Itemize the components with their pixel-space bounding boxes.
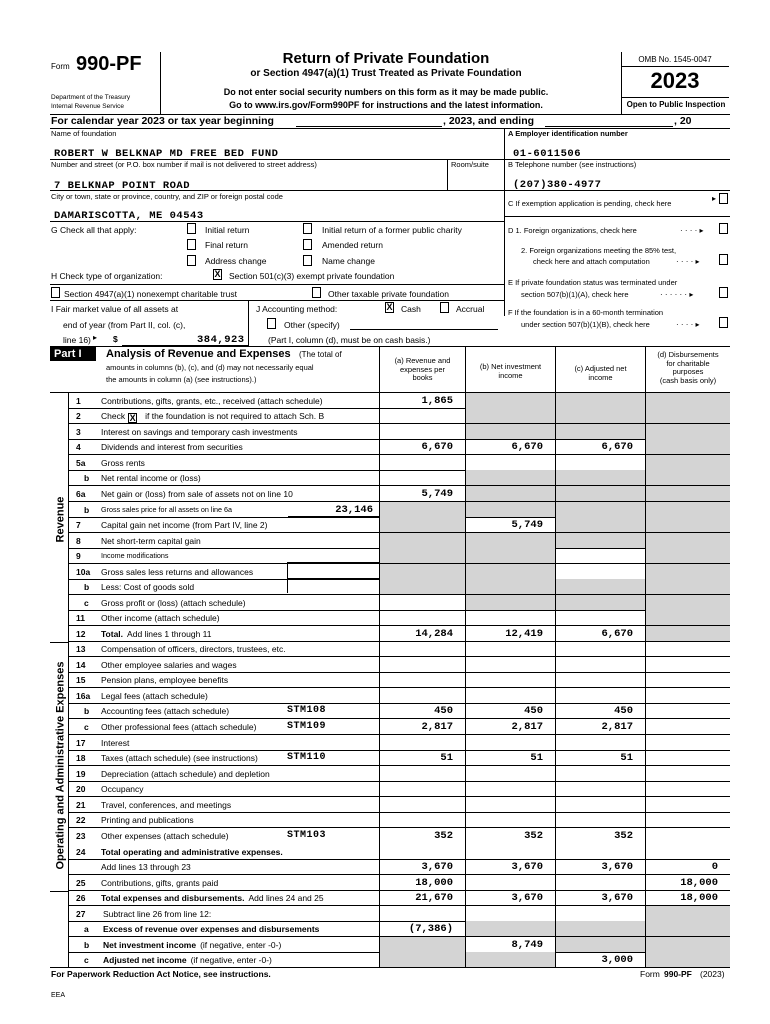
calendar-label: For calendar year 2023 or tax year beginning (51, 115, 274, 127)
shaded-cell (646, 533, 730, 549)
h-opt-501c3: Section 501(c)(3) exempt private foundation (229, 271, 395, 281)
g-address-change-checkbox[interactable] (187, 255, 196, 266)
sch-b-checkbox[interactable]: X (129, 413, 136, 423)
form-subtitle: or Section 4947(a)(1) Trust Treated as Private Foundation (250, 68, 522, 79)
line-description: Gross profit or (loss) (attach schedule) (101, 598, 246, 608)
j-accrual-label: Accrual (456, 304, 485, 314)
g-amended-checkbox[interactable] (303, 239, 312, 250)
line-description: Dividends and interest from securities (101, 442, 243, 452)
line-number: 25 (76, 878, 86, 888)
g-initial-former-checkbox[interactable] (303, 223, 312, 234)
shaded-cell (556, 595, 645, 611)
fmv-value[interactable]: 384,923 (197, 334, 245, 346)
shaded-cell (556, 579, 645, 595)
line-value-col-a[interactable]: 450 (434, 705, 453, 717)
line-number: 9 (76, 551, 81, 561)
ein-label: A Employer identification number (508, 129, 628, 138)
line-value-col-b[interactable]: 12,419 (505, 628, 543, 640)
shaded-cell (466, 486, 555, 502)
line-number: b (84, 582, 90, 592)
e-label-1: E If private foundation status was terminated under (508, 278, 678, 287)
j-label: J Accounting method: (256, 304, 338, 314)
line-description: Income modifications (101, 551, 169, 560)
line-description: Gross sales price for all assets on line 6a (101, 505, 233, 514)
line-value-col-b[interactable]: 51 (530, 752, 543, 764)
line-value-col-a[interactable]: 1,865 (421, 395, 453, 407)
line-value-col-b[interactable]: 3,670 (511, 861, 543, 873)
i-label-2: end of year (from Part II, col. (c), (63, 320, 186, 330)
g-initial-return-checkbox[interactable] (187, 223, 196, 234)
j-other-checkbox[interactable] (267, 318, 276, 329)
line-number: a (84, 924, 89, 934)
c-label: C If exemption application is pending, check here (508, 199, 672, 208)
line-value-col-d[interactable]: 18,000 (680, 877, 718, 889)
part1-desc-1: amounts in columns (b), (c), and (d) may not necessarily equal (106, 363, 314, 372)
line-value-col-c[interactable]: 2,817 (601, 721, 633, 733)
line-value-col-b[interactable]: 8,749 (511, 939, 543, 951)
line-description: Other employee salaries and wages (101, 660, 237, 670)
line-number: 7 (76, 520, 81, 530)
line-value-col-a[interactable]: (7,386) (408, 923, 453, 935)
line-number: c (84, 955, 89, 965)
line-number: b (84, 706, 90, 716)
line-description: Adjusted net income (if negative, enter -0-) (103, 955, 272, 965)
line-description: Total. Add lines 1 through 11 (101, 629, 212, 639)
line-description: Add lines 13 through 23 (101, 862, 191, 872)
line-description: Contributions, gifts, grants, etc., received (attach schedule) (101, 396, 323, 406)
h-opt-4947: Section 4947(a)(1) nonexempt charitable trust (64, 289, 237, 299)
line-number: 20 (76, 784, 86, 794)
phone-value[interactable]: (207)380-4977 (513, 179, 602, 191)
tax-year: 2023 (650, 68, 700, 93)
line-description: Less: Cost of goods sold (101, 582, 195, 592)
shaded-cell (466, 579, 555, 595)
line-value-col-b[interactable]: 5,749 (511, 519, 543, 531)
line-number: c (84, 722, 89, 732)
shaded-cell (466, 595, 555, 611)
line-value-col-b[interactable]: 6,670 (511, 441, 543, 453)
line-value-col-a[interactable]: 21,670 (415, 892, 453, 904)
line-value-col-a[interactable]: 51 (440, 752, 453, 764)
part1-tag: Part I (50, 347, 96, 361)
d2-checkbox[interactable] (719, 254, 728, 265)
shaded-cell (380, 502, 465, 518)
line-number: 16a (76, 691, 91, 701)
line-description: Capital gain net income (from Part IV, line 2) (101, 520, 268, 530)
line-description: Other income (attach schedule) (101, 613, 220, 623)
line-number: 12 (76, 629, 86, 639)
line-value-col-a[interactable]: 3,670 (421, 861, 453, 873)
notice-url: Go to www.irs.gov/Form990PF for instructions and the latest information. (229, 100, 543, 110)
form-number: 990-PF (76, 53, 142, 75)
shaded-cell (556, 486, 645, 502)
line-description: Total operating and administrative expenses. (101, 847, 283, 857)
g-opt-initial-former: Initial return of a former public charity (322, 225, 462, 235)
gross-sales-price[interactable]: 23,146 (335, 504, 373, 516)
j-cash-label: Cash (401, 304, 421, 314)
line-description: Other professional fees (attach schedule) (101, 722, 257, 732)
open-inspection: Open to Public Inspection (626, 100, 726, 109)
line-value-col-c[interactable]: 3,670 (601, 892, 633, 904)
line-number: 23 (76, 831, 86, 841)
shaded-cell (556, 424, 645, 440)
line-number: 22 (76, 815, 86, 825)
notice-ssn: Do not enter social security numbers on this form as it may be made public. (223, 87, 549, 97)
col-b-header: (b) Net investment income (479, 362, 542, 380)
line-number: 4 (76, 442, 81, 452)
line-value-col-a[interactable]: 6,670 (421, 441, 453, 453)
form-title: Return of Private Foundation (282, 50, 490, 67)
street-address[interactable]: 7 BELKNAP POINT ROAD (54, 180, 191, 192)
shaded-cell (646, 952, 730, 968)
part1-desc-2: the amounts in column (a) (see instructions).) (106, 375, 257, 384)
f-checkbox[interactable] (719, 317, 728, 328)
shaded-cell (646, 595, 730, 611)
shaded-cell (556, 533, 645, 549)
line-number: b (84, 473, 90, 483)
line-description: Compensation of officers, directors, trustees, etc. (101, 644, 286, 654)
line-value-col-b[interactable]: 352 (524, 830, 543, 842)
line-description: Net gain or (loss) from sale of assets not on line 10 (101, 489, 293, 499)
shaded-cell (646, 610, 730, 626)
shaded-cell (556, 408, 645, 424)
col-a-header: (a) Revenue and expenses per books (394, 356, 451, 383)
line-number: 27 (76, 909, 86, 919)
g-opt-name-change: Name change (322, 256, 375, 266)
line-number: 11 (76, 613, 85, 623)
line-number: 3 (76, 427, 81, 437)
shaded-cell (646, 579, 730, 595)
shaded-cell (646, 906, 730, 922)
j-cash-checkbox[interactable]: X (386, 302, 393, 312)
name-label: Name of foundation (51, 129, 117, 138)
line-number: 13 (76, 644, 86, 654)
line-description: Depreciation (attach schedule) and depletion (101, 769, 270, 779)
shaded-cell (556, 502, 645, 518)
calendar-end: , 20 (674, 115, 692, 127)
side-label-revenue: Revenue (54, 496, 67, 543)
j-note: (Part I, column (d), must be on cash basis.) (268, 335, 431, 345)
shaded-cell (466, 408, 555, 424)
g-label: G Check all that apply: (51, 225, 137, 235)
line-description: Taxes (attach schedule) (see instructions) (101, 753, 258, 763)
d2-label-1: 2. Foreign organizations meeting the 85% test, (521, 246, 677, 255)
shaded-cell (646, 408, 730, 424)
statement-reference[interactable]: STM103 (287, 830, 327, 841)
line-number: c (84, 598, 89, 608)
j-accrual-checkbox[interactable] (440, 302, 449, 313)
j-other-label: Other (specify) (284, 320, 340, 330)
dept-line1: Department of the Treasury (51, 94, 131, 101)
i-label-3: line 16) (63, 335, 91, 345)
shaded-cell (646, 470, 730, 486)
line-number: 19 (76, 769, 86, 779)
line-number: 1 (76, 396, 81, 406)
col-d-header: (d) Disbursements for charitable purposes (cash basis only) (657, 350, 719, 385)
g-opt-initial: Initial return (205, 225, 250, 235)
shaded-cell (556, 470, 645, 486)
line-number: 17 (76, 738, 86, 748)
omb-number: OMB No. 1545-0047 (638, 55, 712, 64)
line-value-col-a[interactable]: 18,000 (415, 877, 453, 889)
line-description: Other expenses (attach schedule) (101, 831, 229, 841)
line-description: Excess of revenue over expenses and disbursements (103, 924, 320, 934)
shaded-cell (646, 424, 730, 440)
line-value-col-b[interactable]: 3,670 (511, 892, 543, 904)
footer-paperwork: For Paperwork Reduction Act Notice, see instructions. (51, 969, 271, 979)
line-description: Interest on savings and temporary cash investments (101, 427, 298, 437)
phone-label: B Telephone number (see instructions) (508, 160, 637, 169)
line-value-col-c[interactable]: 6,670 (601, 441, 633, 453)
line-number: 15 (76, 675, 86, 685)
side-label-expenses: Operating and Administrative Expenses (54, 661, 67, 870)
line-value-col-b[interactable]: 450 (524, 705, 543, 717)
dept-line2: Internal Revenue Service (51, 103, 124, 110)
street-label: Number and street (or P.O. box number if mail is not delivered to street address) (51, 160, 317, 169)
shaded-cell (380, 579, 465, 595)
foundation-name[interactable]: ROBERT W BELKNAP MD FREE BED FUND (54, 148, 279, 160)
g-final-return-checkbox[interactable] (187, 239, 196, 250)
line-description: Pension plans, employee benefits (101, 675, 229, 685)
line-value-col-a[interactable]: 5,749 (421, 488, 453, 500)
shaded-cell (380, 548, 465, 564)
line-description: Total expenses and disbursements. Add lines 24 and 25 (101, 893, 324, 903)
line-number: 2 (76, 411, 81, 421)
line-value-col-d[interactable]: 0 (711, 861, 718, 873)
form-word: Form (51, 62, 70, 71)
statement-reference[interactable]: STM110 (287, 752, 327, 763)
g-name-change-checkbox[interactable] (303, 255, 312, 266)
line-description: Check X if the foundation is not required to attach Sch. B (101, 411, 325, 423)
city-state-zip[interactable]: DAMARISCOTTA, ME 04543 (54, 210, 204, 222)
line-value-col-a[interactable]: 14,284 (415, 628, 453, 640)
c-checkbox[interactable] (719, 193, 728, 204)
line-description: Legal fees (attach schedule) (101, 691, 208, 701)
line-number: 26 (76, 893, 86, 903)
part1-title: Analysis of Revenue and Expenses (106, 348, 291, 360)
line-value-col-c[interactable]: 3,670 (601, 861, 633, 873)
h-501c3-checkbox[interactable]: X (214, 269, 221, 279)
shaded-cell (646, 486, 730, 502)
shaded-cell (380, 952, 465, 968)
shaded-cell (380, 564, 465, 580)
line-description: Net investment income (if negative, enter -0-) (103, 940, 282, 950)
line-value-col-c[interactable]: 3,000 (601, 954, 633, 966)
d1-label: D 1. Foreign organizations, check here (508, 226, 637, 235)
statement-reference[interactable]: STM109 (287, 721, 327, 732)
line-description: Contributions, gifts, grants paid (101, 878, 219, 888)
shaded-cell (466, 424, 555, 440)
shaded-cell (646, 393, 730, 409)
e-checkbox[interactable] (719, 287, 728, 298)
line-number: b (84, 505, 90, 515)
g-opt-amended: Amended return (322, 240, 383, 250)
shaded-cell (466, 393, 555, 409)
line-value-col-d[interactable]: 18,000 (680, 892, 718, 904)
shaded-cell (380, 533, 465, 549)
f-label-1: F If the foundation is in a 60-month termination (508, 308, 664, 317)
shaded-cell (380, 517, 465, 533)
shaded-cell (466, 921, 555, 937)
line-number: 14 (76, 660, 86, 670)
shaded-cell (646, 517, 730, 533)
line-description: Printing and publications (101, 815, 194, 825)
line-description: Interest (101, 738, 130, 748)
shaded-cell (466, 470, 555, 486)
part1-title-note: (The total of (299, 350, 342, 359)
footer-form-year: (2023) (700, 969, 725, 979)
shaded-cell (466, 952, 555, 968)
ein-value[interactable]: 01-6011506 (513, 148, 582, 160)
g-opt-final: Final return (205, 240, 248, 250)
g-opt-address: Address change (205, 256, 267, 266)
shaded-cell (556, 517, 645, 533)
line-number: 8 (76, 536, 81, 546)
shaded-cell (646, 564, 730, 580)
shaded-cell (556, 393, 645, 409)
line-number: 10a (76, 567, 91, 577)
line-value-col-c[interactable]: 6,670 (601, 628, 633, 640)
shaded-cell (646, 502, 730, 518)
line-number: 21 (76, 800, 86, 810)
line-value-col-b[interactable]: 2,817 (511, 721, 543, 733)
shaded-cell (466, 533, 555, 549)
shaded-cell (646, 548, 730, 564)
shaded-cell (646, 937, 730, 953)
col-c-header: (c) Adjusted net income (574, 364, 627, 382)
shaded-cell (646, 439, 730, 455)
line-description: Accounting fees (attach schedule) (101, 706, 230, 716)
line-value-col-a[interactable]: 2,817 (421, 721, 453, 733)
shaded-cell (380, 937, 465, 953)
footer-eea: EEA (51, 992, 66, 999)
calendar-mid: , 2023, and ending (443, 115, 535, 127)
e-label-2: section 507(b)(1)(A), check here (521, 290, 629, 299)
f-label-2: under section 507(b)(1)(B), check here (521, 320, 650, 329)
line-number: b (84, 940, 90, 950)
line-value-col-c[interactable]: 450 (614, 705, 633, 717)
shaded-cell (646, 455, 730, 471)
line-number: 24 (76, 847, 86, 857)
line-description: Gross rents (101, 458, 145, 468)
line-value-col-c[interactable]: 51 (620, 752, 633, 764)
line-number: 5a (76, 458, 86, 468)
shaded-cell (556, 937, 645, 953)
statement-reference[interactable]: STM108 (287, 705, 327, 716)
shaded-cell (646, 626, 730, 642)
shaded-cell (466, 502, 555, 518)
line-description: Net short-term capital gain (101, 536, 201, 546)
h-4947-checkbox[interactable] (51, 287, 60, 298)
city-label: City or town, state or province, country, and ZIP or foreign postal code (51, 192, 283, 201)
i-dollar: $ (113, 334, 118, 344)
d1-checkbox[interactable] (719, 223, 728, 234)
h-other-taxable-checkbox[interactable] (312, 287, 321, 298)
line-description: Net rental income or (loss) (101, 473, 201, 483)
shaded-cell (556, 921, 645, 937)
d2-label-2: check here and attach computation (533, 257, 650, 266)
shaded-cell (646, 921, 730, 937)
line-number: 18 (76, 753, 86, 763)
h-label: H Check type of organization: (51, 271, 163, 281)
line-description: Travel, conferences, and meetings (101, 800, 232, 810)
line-description: Gross sales less returns and allowances (101, 567, 254, 577)
line-value-col-a[interactable]: 352 (434, 830, 453, 842)
shaded-cell (466, 564, 555, 580)
line-description: Subtract line 26 from line 12: (103, 909, 212, 919)
footer-form-word: Form (640, 969, 660, 979)
line-description: Occupancy (101, 784, 144, 794)
shaded-cell (466, 548, 555, 564)
room-label: Room/suite (451, 160, 489, 169)
i-label-1: I Fair market value of all assets at (51, 304, 179, 314)
h-opt-other: Other taxable private foundation (328, 289, 449, 299)
footer-form-number: 990-PF (664, 969, 692, 979)
line-number: 6a (76, 489, 86, 499)
line-value-col-c[interactable]: 352 (614, 830, 633, 842)
